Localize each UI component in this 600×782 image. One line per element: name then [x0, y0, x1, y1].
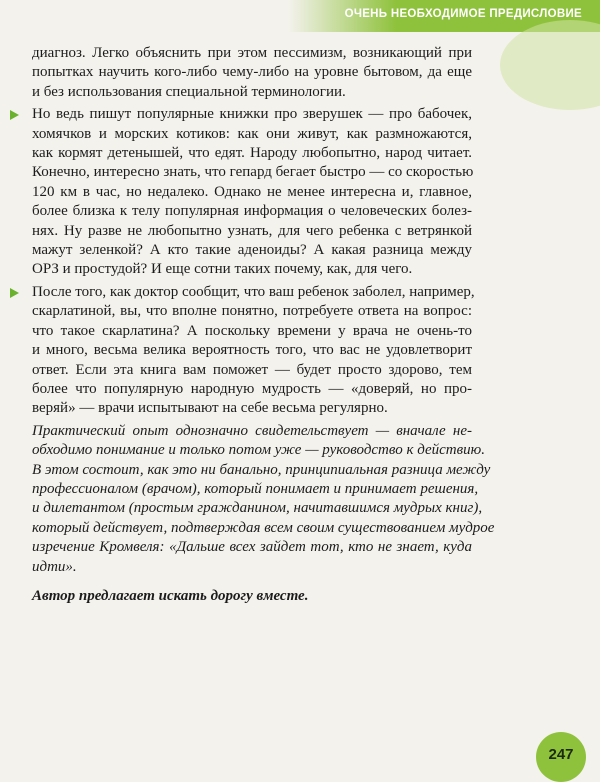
text-line: Конечно, интересно знать, что гепард бегает быстро — со скоростью — [32, 164, 474, 181]
text-line: скарлатиной, вы, что вполне понятно, потребуете ответа на вопрос: — [32, 303, 472, 320]
text-line: более близка к телу популярная информация о человеческих болез- — [32, 203, 472, 220]
text-line: что такое скарлатина? А поскольку времени у врача не очень-то — [32, 322, 472, 339]
body-paragraph — [32, 44, 472, 102]
text-line: ответ. Если эта книга вам поможет — будет просто здорово, тем — [32, 361, 472, 378]
text-line: попытках научить кого-либо чему-либо на уровне бытовом, да еще — [32, 64, 472, 81]
text-line: веряй» — врачи испытывают на себе весьма регулярно. — [32, 400, 388, 417]
italic-text-line: идти». — [32, 558, 77, 575]
triangle-bullet-icon — [10, 288, 19, 298]
italic-text-line: профессионалом (врачом), который понимает и принимает решения, — [32, 480, 479, 497]
text-line: и без использования специальной терминологии. — [32, 83, 346, 100]
italic-text-line: который действует, подтверждая всем своим существованием мудрое — [32, 519, 495, 536]
page-number: 247 — [548, 746, 574, 763]
italic-text-line: В этом состоит, как это ни банально, принципиальная разница между — [32, 461, 491, 478]
text-line: нях. Ну разве не любопытно узнать, для чего ребенка с ветрянкой — [32, 222, 472, 239]
text-line: как кормят детенышей, что едят. Народу любопытно, народ читает. — [32, 145, 472, 162]
page-body — [32, 44, 495, 609]
conclusion-paragraph — [32, 587, 472, 606]
italic-text-line: изречение Кромвеля: «Дальше всех зайдет тот, кто не знает, куда — [32, 539, 472, 556]
body-paragraph — [32, 283, 475, 419]
text-line: После того, как доктор сообщит, что ваш ребенок заболел, например, — [32, 283, 475, 300]
italic-text-line: Практический опыт однозначно свидетельствует — вначале не- — [32, 422, 472, 439]
text-line: диагноз. Легко объяснить при этом пессимизм, возникающий при — [32, 45, 472, 61]
italic-text-line: обходимо понимание и только потом уже — руководство к действию. — [32, 442, 485, 459]
triangle-bullet-icon — [10, 110, 19, 120]
conclusion-line: Автор предлагает искать дорогу вместе. — [32, 587, 309, 604]
text-line: более что популярную народную мудрость — «доверяй, но про- — [32, 380, 472, 397]
text-line: 120 км в час, но недалеко. Однако не менее интересна и, главное, — [32, 183, 472, 200]
text-line: Но ведь пишут популярные книжки про зверушек — про бабочек, — [32, 106, 472, 123]
italic-paragraph — [32, 422, 495, 577]
text-line: мажут зеленкой? А кто такие аденоиды? А какая разница между — [32, 242, 472, 259]
body-paragraph — [32, 105, 472, 280]
italic-text-line: и дилетантом (простым гражданином, начитавшимся мудрых книг), — [32, 500, 483, 517]
text-line: хомячков и морских котиков: как они живут, как размножаются, — [32, 125, 472, 142]
running-header-title: ОЧЕНЬ НЕОБХОДИМОЕ ПРЕДИСЛОВИЕ — [344, 8, 582, 20]
text-line: и много, весьма велика вероятность того, что вас не удовлетворит — [32, 342, 472, 359]
text-line: ОРЗ и простудой? И еще сотни таких почему, как, для чего. — [32, 261, 413, 278]
decorative-green-blob — [500, 20, 600, 110]
